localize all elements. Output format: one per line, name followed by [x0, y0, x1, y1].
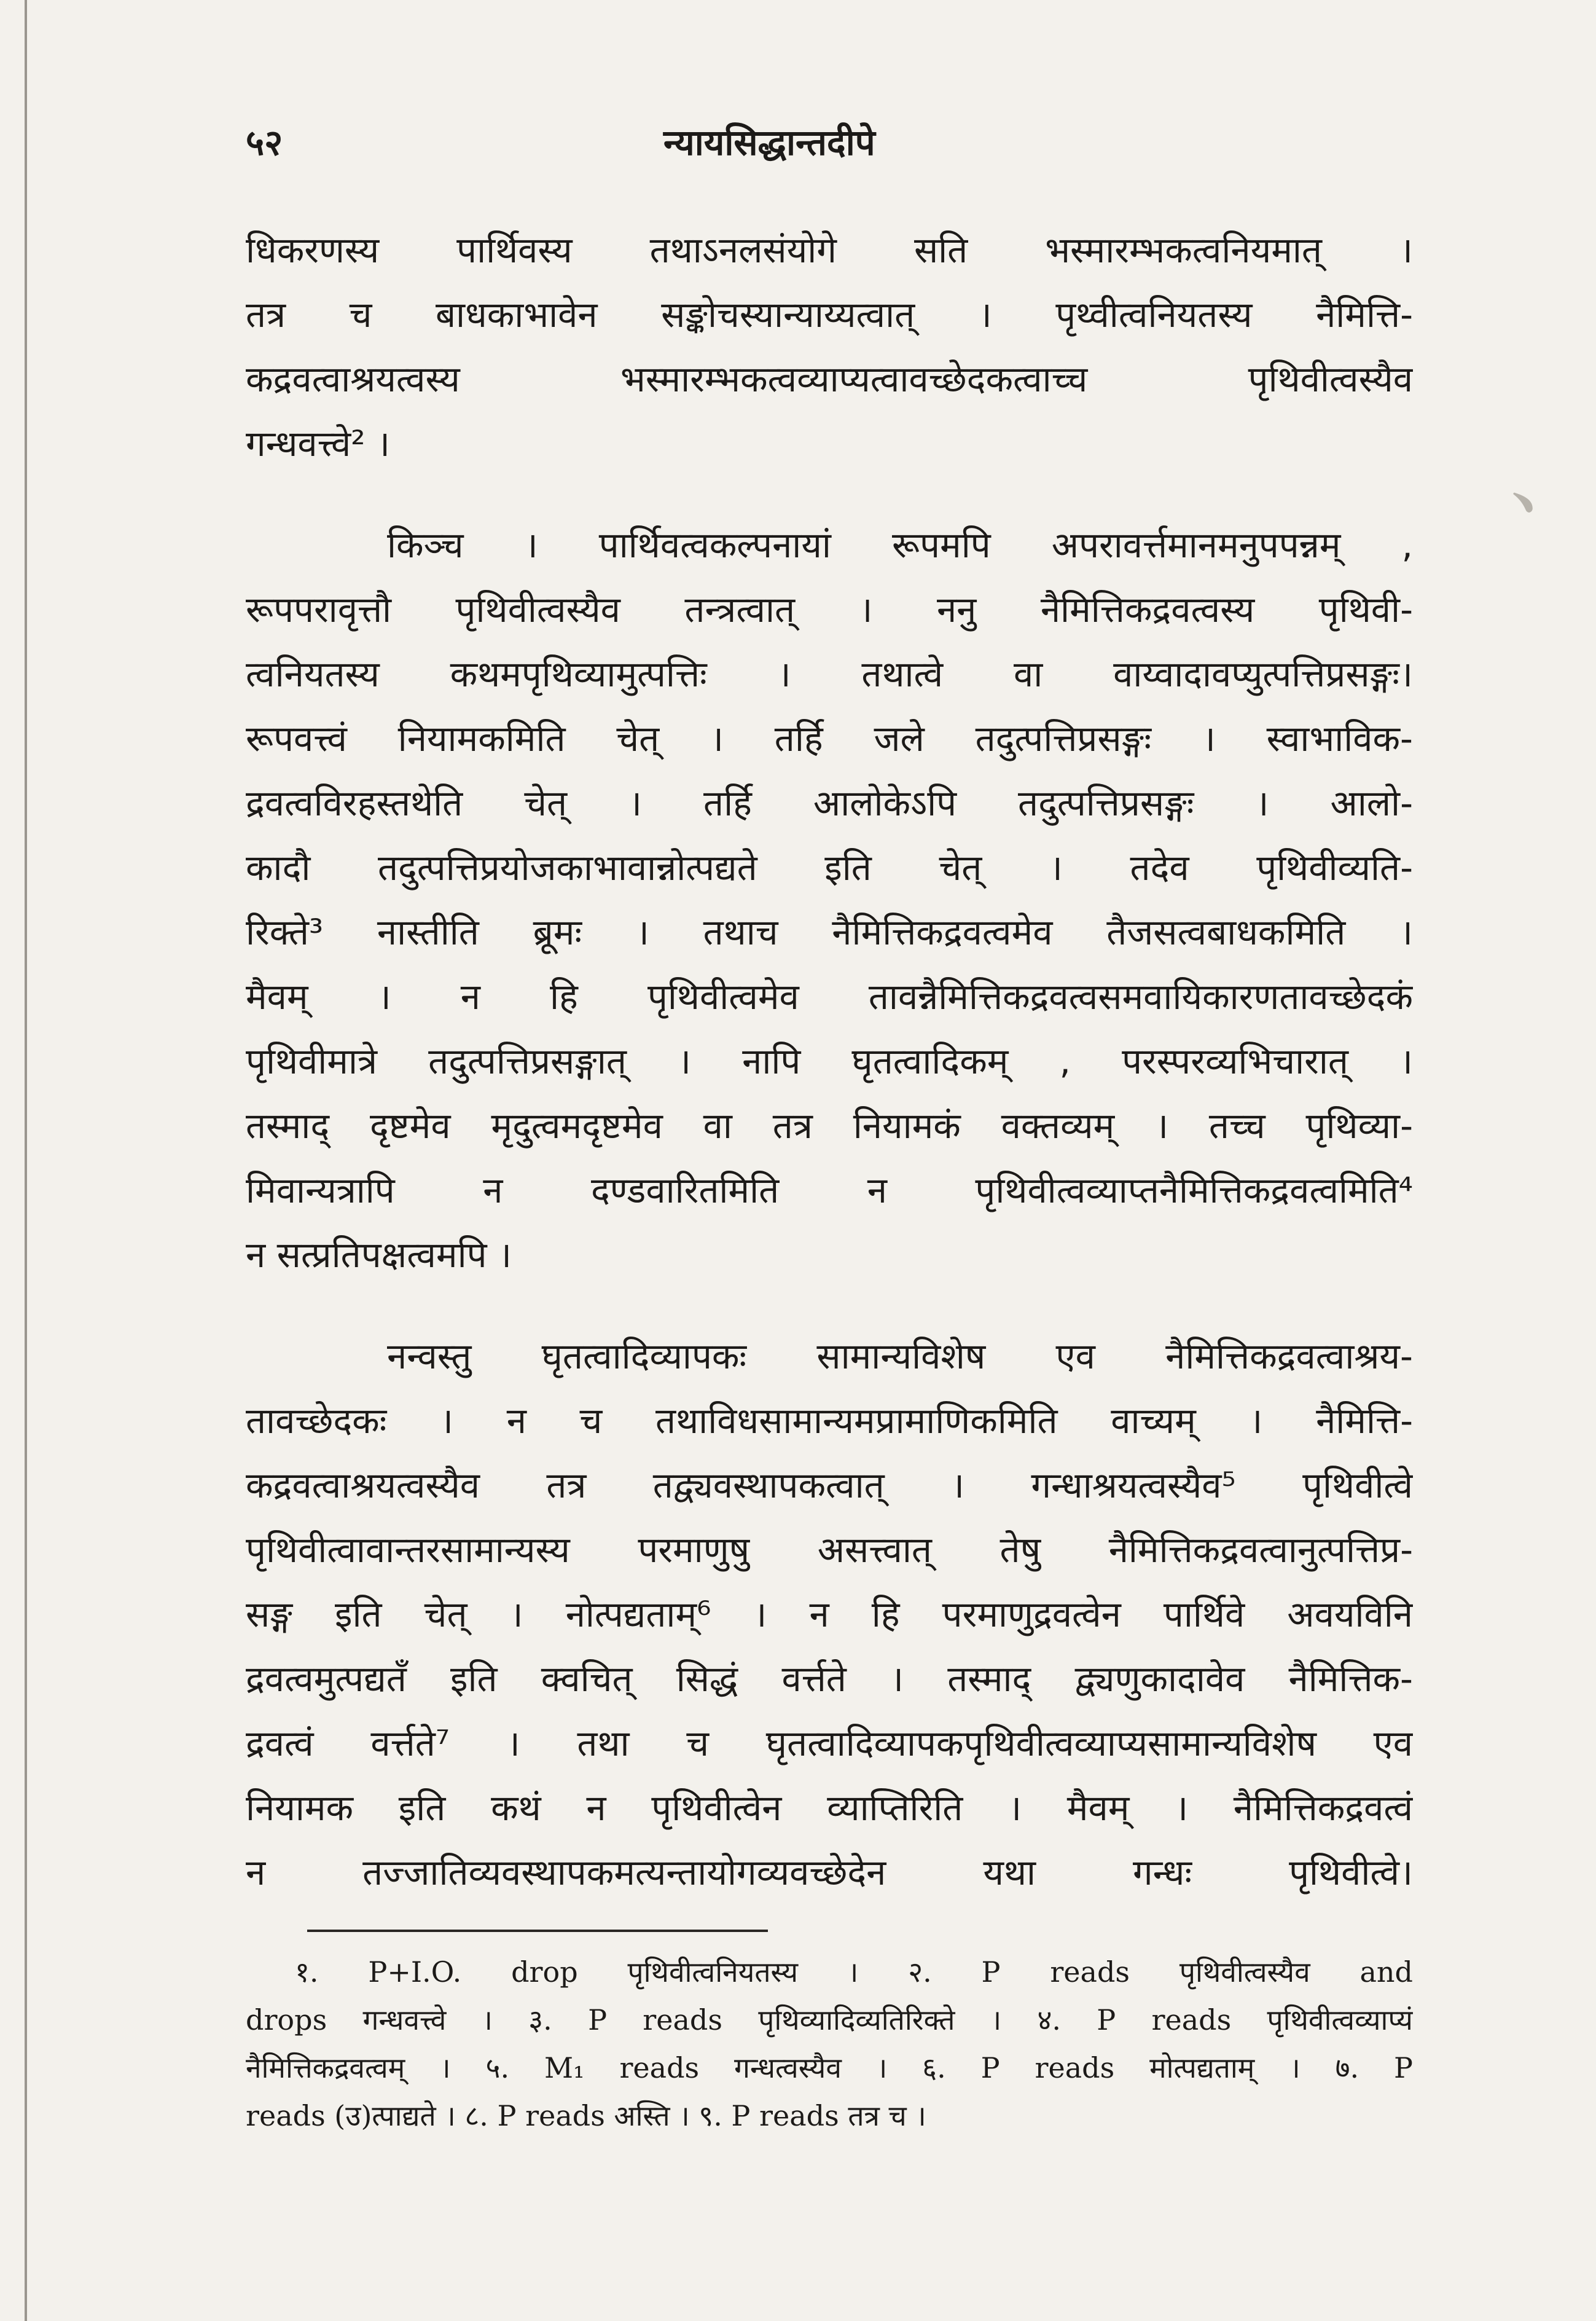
footnote-line: १. P+I.O. drop पृथिवीत्वनियतस्य । २. P reads पृथिवीत्वस्यैव and — [295, 1955, 1413, 1989]
footnotes — [246, 1948, 1413, 2140]
paragraph-2 — [246, 513, 1413, 1287]
text-line: रिक्ते³ नास्तीति ब्रूमः । तथाच नैमित्तिकद्रवत्वमेव तैजसत्वबाधकमिति । — [246, 911, 1413, 953]
page-binding-edge — [25, 0, 27, 2321]
text-line: मिवान्यत्रापि न दण्डवारितमिति न पृथिवीत्वव्याप्तनैमित्तिकद्रवत्वमिति⁴ — [246, 1169, 1413, 1211]
scan-smudge-mark: ﹅ — [1508, 486, 1538, 520]
text-line: तत्र च बाधकाभावेन सङ्कोचस्यान्याय्यत्वात् । पृथ्वीत्वनियतस्य नैमित्ति- — [246, 294, 1413, 336]
footnote-line: नैमित्तिकद्रवत्वम् । ५. M₁ reads गन्धत्वस्यैव । ६. P reads मोत्पद्यताम् । ७. P — [246, 2051, 1413, 2084]
text-line: कादौ तदुत्पत्तिप्रयोजकाभावान्नोत्पद्यते इति चेत् । तदेव पृथिवीव्यति- — [246, 847, 1413, 889]
text-line: त्वनियतस्य कथमपृथिव्यामुत्पत्तिः । तथात्वे वा वाय्वादावप्युत्पत्तिप्रसङ्गः। — [246, 653, 1413, 695]
paragraph-1 — [246, 218, 1413, 476]
text-line: तावच्छेदकः । न च तथाविधसामान्यमप्रामाणिकमिति वाच्यम् । नैमित्ति- — [246, 1400, 1413, 1442]
text-line: रूपवत्त्वं नियामकमिति चेत् । तर्हि जले तदुत्पत्तिप्रसङ्गः । स्वाभाविक- — [246, 718, 1413, 760]
text-line: द्रवत्वमुत्पद्यतँ इति क्वचित् सिद्धं वर्त्तते । तस्माद् द्व्यणुकादावेव नैमित्तिक- — [246, 1658, 1413, 1700]
text-line: पृथिवीत्वावान्तरसामान्यस्य परमाणुषु असत्त्वात् तेषु नैमित्तिकद्रवत्वानुत्पत्तिप्र- — [246, 1529, 1413, 1571]
text-line: रूपपरावृत्तौ पृथिवीत्वस्यैव तन्त्रत्वात् । ननु नैमित्तिकद्रवत्वस्य पृथिवी- — [246, 589, 1413, 630]
footnote-line: reads (उ)त्पाद्यते । ८. P reads अस्ति । ९. P reads तत्र च । — [246, 2099, 926, 2132]
text-line: नियामक इति कथं न पृथिवीत्वेन व्याप्तिरिति । मैवम् । नैमित्तिकद्रवत्वं — [246, 1787, 1413, 1829]
text-line: तस्माद् दृष्टमेव मृदुत्वमदृष्टमेव वा तत्र नियामकं वक्तव्यम् । तच्च पृथिव्या- — [246, 1105, 1413, 1147]
text-line: गन्धवत्त्वे² । — [246, 423, 390, 465]
text-line: न तज्जातिव्यवस्थापकमत्यन्तायोगव्यवच्छेदेन यथा गन्धः पृथिवीत्वे। — [246, 1852, 1413, 1893]
body-text — [246, 218, 1413, 1942]
page-number: ५२ — [246, 122, 283, 163]
footnote-line: drops गन्धवत्त्वे । ३. P reads पृथिव्यादिव्यतिरिक्ते । ४. P reads पृथिवीत्वव्याप्यं — [246, 2003, 1413, 2036]
footnote-divider — [307, 1930, 768, 1932]
text-line: नन्वस्तु घृतत्वादिव्यापकः सामान्यविशेष एव नैमित्तिकद्रवत्वाश्रय- — [387, 1335, 1413, 1377]
text-line: द्रवत्वविरहस्तथेति चेत् । तर्हि आलोकेऽपि तदुत्पत्तिप्रसङ्गः । आलो- — [246, 782, 1413, 824]
text-line: पृथिवीमात्रे तदुत्पत्तिप्रसङ्गात् । नापि घृतत्वादिकम् , परस्परव्यभिचारात् । — [246, 1040, 1413, 1082]
text-line: द्रवत्वं वर्त्तते⁷ । तथा च घृतत्वादिव्यापकपृथिवीत्वव्याप्यसामान्यविशेष एव — [246, 1722, 1413, 1764]
text-line: कद्रवत्वाश्रयत्वस्य भस्मारम्भकत्वव्याप्यत्वावच्छेदकत्वाच्च पृथिवीत्वस्यैव — [246, 358, 1413, 400]
text-line: न सत्प्रतिपक्षत्वमपि । — [246, 1234, 512, 1276]
text-line: किञ्च । पार्थिवत्वकल्पनायां रूपमपि अपरावर्त्तमानमनुपपन्नम् , — [387, 524, 1413, 566]
page-header — [246, 117, 1413, 166]
text-line: कद्रवत्वाश्रयत्वस्यैव तत्र तद्व्यवस्थापकत्वात् । गन्धाश्रयत्वस्यैव⁵ पृथिवीत्वे — [246, 1464, 1413, 1506]
text-line: मैवम् । न हि पृथिवीत्वमेव तावन्नैमित्तिकद्रवत्वसमवायिकारणतावच्छेदकं — [246, 976, 1413, 1018]
text-line: सङ्ग इति चेत् । नोत्पद्यताम्⁶ । न हि परमाणुद्रवत्वेन पार्थिवे अवयविनि — [246, 1593, 1413, 1635]
text-line: धिकरणस्य पार्थिवस्य तथाऽनलसंयोगे सति भस्मारम्भकत्वनियमात् । — [246, 229, 1413, 271]
running-title: न्यायसिद्धान्तदीपे — [663, 122, 875, 163]
paragraph-3 — [246, 1324, 1413, 1905]
book-page — [246, 104, 1413, 2163]
